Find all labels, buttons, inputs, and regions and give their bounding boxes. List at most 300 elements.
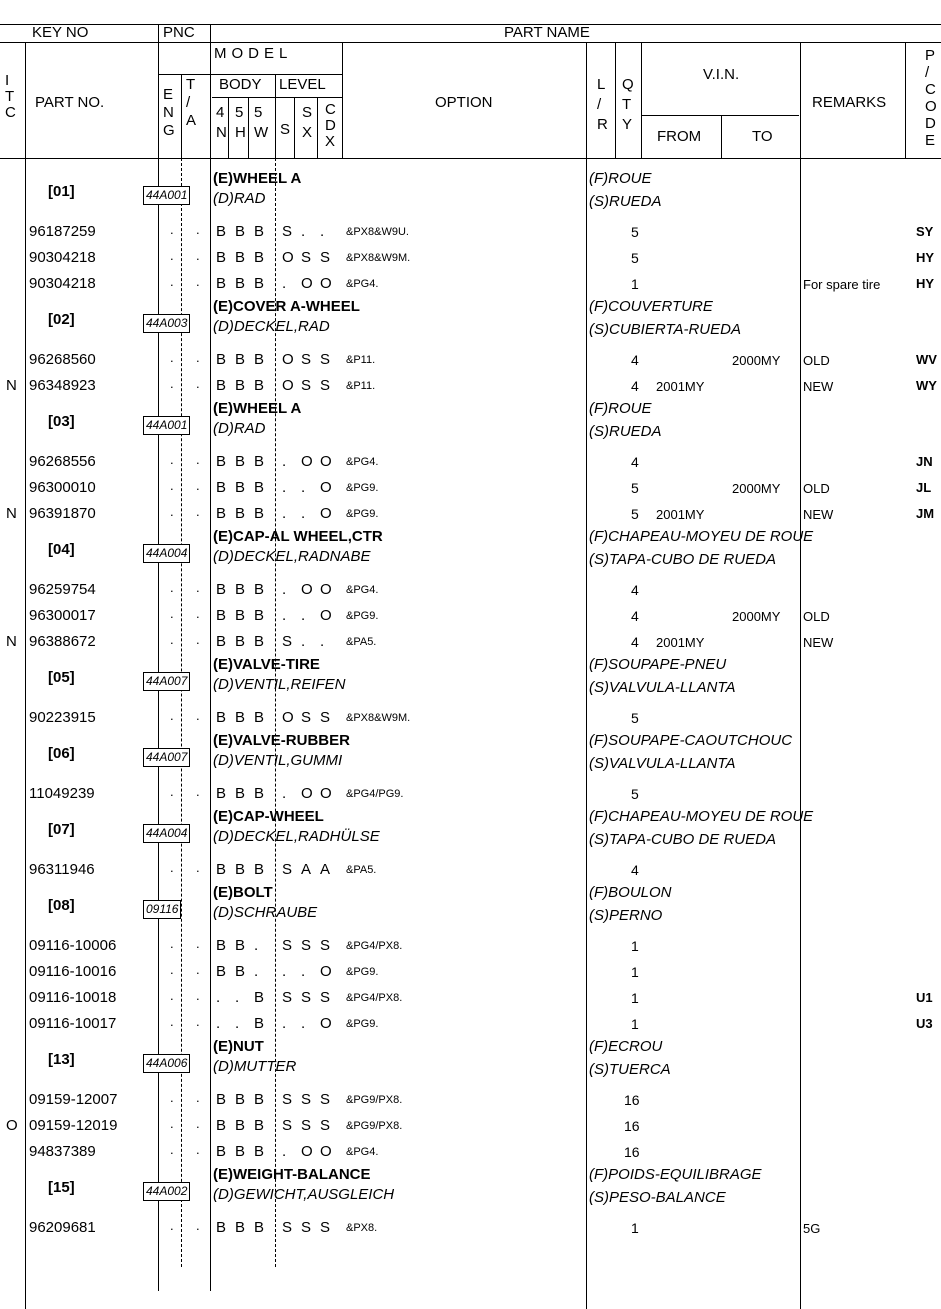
level-fitment: . <box>320 633 325 650</box>
eng-dot: . <box>170 222 174 237</box>
part-name-header: PART NAME <box>504 24 590 41</box>
level-fitment: S <box>301 351 312 368</box>
part-number: 11049239 <box>29 785 95 802</box>
level-fitment: S <box>301 989 312 1006</box>
body-fitment: B <box>235 351 246 368</box>
level-fitment: O <box>320 1015 332 1032</box>
part-number: 96348923 <box>29 377 96 394</box>
p-code: SY <box>916 224 934 239</box>
part-name-english: (E)NUT <box>213 1038 264 1055</box>
vin-from: 2001MY <box>656 635 705 650</box>
option-code: &PG9/PX8. <box>346 1094 403 1106</box>
body-fitment: B <box>235 223 246 240</box>
quantity: 4 <box>631 862 639 878</box>
level-fitment: . <box>301 607 306 624</box>
body-fitment: B <box>216 607 227 624</box>
body-fitment: B <box>216 351 227 368</box>
eng-dot: . <box>170 274 174 289</box>
lr-header: / <box>597 96 602 113</box>
level-fitment: S <box>282 223 293 240</box>
part-number: 09159-12019 <box>29 1117 118 1134</box>
pnc-header: PNC <box>163 24 195 41</box>
part-number: 09116-10016 <box>29 963 117 980</box>
p-code: WV <box>916 352 937 367</box>
quantity: 5 <box>631 506 639 522</box>
body-fitment: B <box>216 1091 227 1108</box>
ta-dot: . <box>196 478 200 493</box>
option-code: &PG4. <box>346 278 379 290</box>
part-number: 90223915 <box>29 709 96 726</box>
option-code: &PG4/PX8. <box>346 992 403 1004</box>
sub-column-rule <box>181 74 182 158</box>
level-cdx-header: X <box>325 133 336 150</box>
body-fitment: B <box>254 581 265 598</box>
body-fitment: B <box>235 785 246 802</box>
part-name-english: (E)COVER A-WHEEL <box>213 298 360 315</box>
level-fitment: . <box>282 453 287 470</box>
body-fitment: B <box>235 275 246 292</box>
part-name-german: (D)VENTIL,REIFEN <box>213 676 346 693</box>
pcode-header: / <box>925 64 930 81</box>
ta-dot: . <box>196 222 200 237</box>
body-col-header: H <box>235 124 246 141</box>
part-number: 96300017 <box>29 607 96 624</box>
part-number: 96311946 <box>29 861 95 878</box>
lr-header: R <box>597 116 608 133</box>
part-name-german: (D)GEWICHT,AUSGLEICH <box>213 1186 395 1203</box>
eng-header: N <box>163 104 174 121</box>
remarks: NEW <box>803 635 834 650</box>
option-code: &PG4. <box>346 1146 379 1158</box>
ta-header: A <box>186 112 197 129</box>
body-fitment: B <box>235 1219 246 1236</box>
level-fitment: . <box>282 785 287 802</box>
itc-flag: O <box>6 1117 18 1134</box>
level-fitment: . <box>301 505 306 522</box>
pcode-header: O <box>925 98 937 115</box>
column-rule <box>615 42 616 158</box>
column-rule <box>158 24 159 1291</box>
body-fitment: B <box>254 275 265 292</box>
part-number: 09159-12007 <box>29 1091 118 1108</box>
body-fitment: B <box>235 1117 246 1134</box>
eng-dot: . <box>170 376 174 391</box>
part-name-spanish: (S)RUEDA <box>589 193 662 210</box>
body-fitment: B <box>254 861 265 878</box>
qty-header: Q <box>622 76 634 93</box>
option-code: &PG9. <box>346 610 379 622</box>
pnc-code-box: 44A001 <box>143 186 190 205</box>
pnc-code-box: 44A007 <box>143 748 190 767</box>
level-fitment: A <box>320 861 331 878</box>
body-fitment: . <box>254 937 259 954</box>
ta-dot: . <box>196 376 200 391</box>
part-name-spanish: (S)RUEDA <box>589 423 662 440</box>
body-fitment: B <box>235 1143 246 1160</box>
level-fitment: S <box>320 1219 331 1236</box>
part-name-french: (F)SOUPAPE-PNEU <box>589 656 727 673</box>
body-fitment: B <box>216 1117 227 1134</box>
part-number: 96391870 <box>29 505 96 522</box>
level-fitment: . <box>301 479 306 496</box>
eng-dot: . <box>170 478 174 493</box>
body-col-header: W <box>254 124 269 141</box>
eng-dot: . <box>170 606 174 621</box>
body-fitment: B <box>216 633 227 650</box>
eng-dot: . <box>170 962 174 977</box>
body-fitment: . <box>235 1015 240 1032</box>
body-fitment: B <box>254 709 265 726</box>
column-rule <box>905 42 906 158</box>
sub-column-rule <box>248 97 249 158</box>
quantity: 4 <box>631 352 639 368</box>
pcode-header: D <box>925 115 936 132</box>
level-fitment: O <box>301 581 313 598</box>
level-sx-header: S <box>302 104 313 121</box>
remarks: For spare tire <box>803 277 881 292</box>
p-code: JM <box>916 506 935 521</box>
part-name-german: (D)SCHRAUBE <box>213 904 318 921</box>
part-name-german: (D)DECKEL,RAD <box>213 318 330 335</box>
p-code: JN <box>916 454 933 469</box>
body-fitment: B <box>254 505 265 522</box>
part-name-french: (F)BOULON <box>589 884 672 901</box>
quantity: 1 <box>631 1016 639 1032</box>
level-fitment: O <box>320 785 332 802</box>
body-fitment: B <box>254 377 265 394</box>
level-fitment: . <box>282 607 287 624</box>
part-name-english: (E)CAP-WHEEL <box>213 808 324 825</box>
level-fitment: S <box>301 249 312 266</box>
body-fitment: B <box>254 1117 265 1134</box>
body-fitment: B <box>216 453 227 470</box>
pcode-header: C <box>925 81 936 98</box>
part-name-french: (F)ROUE <box>589 400 652 417</box>
level-fitment: O <box>282 377 294 394</box>
part-number: 96209681 <box>29 1219 96 1236</box>
body-fitment: B <box>235 377 246 394</box>
level-fitment: O <box>282 351 294 368</box>
remarks-header: REMARKS <box>812 94 887 111</box>
p-code: U3 <box>916 1016 933 1031</box>
part-name-spanish: (S)TUERCA <box>589 1061 671 1078</box>
option-code: &PG9. <box>346 1018 379 1030</box>
qty-header: T <box>622 96 632 113</box>
itc-header: T <box>5 88 15 105</box>
vin-from: 2001MY <box>656 379 705 394</box>
body-fitment: B <box>216 709 227 726</box>
level-fitment: . <box>282 479 287 496</box>
ta-header: T <box>186 76 196 93</box>
ta-dot: . <box>196 350 200 365</box>
column-rule <box>800 42 801 1309</box>
sub-column-rule <box>228 97 229 158</box>
level-s-header: S <box>280 121 291 138</box>
eng-header: G <box>163 122 175 139</box>
body-fitment: B <box>235 861 246 878</box>
level-fitment: O <box>320 505 332 522</box>
quantity: 4 <box>631 634 639 650</box>
level-fitment: . <box>282 581 287 598</box>
ta-dot: . <box>196 988 200 1003</box>
option-code: &PA5. <box>346 636 377 648</box>
option-code: &PG4/PX8. <box>346 940 403 952</box>
quantity: 5 <box>631 224 639 240</box>
body-fitment: B <box>216 223 227 240</box>
vin-from-header: FROM <box>657 128 702 145</box>
p-code: HY <box>916 276 935 291</box>
body-fitment: B <box>254 633 265 650</box>
part-name-french: (F)POIDS-EQUILIBRAGE <box>589 1166 762 1183</box>
option-code: &PG9/PX8. <box>346 1120 403 1132</box>
part-name-french: (F)ECROU <box>589 1038 663 1055</box>
body-fitment: B <box>254 1219 265 1236</box>
vin-to: 2000MY <box>732 353 781 368</box>
eng-dot: . <box>170 504 174 519</box>
quantity: 16 <box>624 1092 640 1108</box>
part-name-german: (D)RAD <box>213 420 266 437</box>
part-number: 90304218 <box>29 249 96 266</box>
body-fitment: . <box>216 989 221 1006</box>
level-fitment: S <box>320 1091 331 1108</box>
ta-dot: . <box>196 504 200 519</box>
ta-dot: . <box>196 452 200 467</box>
level-fitment: . <box>282 1015 287 1032</box>
group-key: [08] <box>48 897 75 914</box>
lr-header: L <box>597 76 606 93</box>
body-fitment: B <box>254 351 265 368</box>
part-name-english: (E)CAP-AL WHEEL,CTR <box>213 528 383 545</box>
eng-dot: . <box>170 1014 174 1029</box>
eng-dot: . <box>170 1218 174 1233</box>
level-fitment: . <box>301 633 306 650</box>
ta-dot: . <box>196 248 200 263</box>
level-fitment: S <box>282 1091 293 1108</box>
body-fitment: B <box>216 505 227 522</box>
body-fitment: B <box>235 453 246 470</box>
body-fitment: B <box>216 479 227 496</box>
vin-rule <box>641 115 799 116</box>
quantity: 1 <box>631 276 639 292</box>
quantity: 16 <box>624 1144 640 1160</box>
level-header: LEVEL <box>279 76 326 93</box>
pnc-code-box: 09116 <box>143 900 181 919</box>
remarks: OLD <box>803 353 830 368</box>
body-fitment: B <box>235 607 246 624</box>
pcode-header: E <box>925 132 936 149</box>
part-name-french: (F)ROUE <box>589 170 652 187</box>
itc-flag: N <box>6 377 17 394</box>
body-col-header: 5 <box>254 104 263 121</box>
level-fitment: . <box>282 1143 287 1160</box>
p-code: HY <box>916 250 935 265</box>
body-fitment: B <box>235 963 246 980</box>
eng-dot: . <box>170 784 174 799</box>
part-number: 96388672 <box>29 633 96 650</box>
quantity: 4 <box>631 582 639 598</box>
eng-header: E <box>163 86 174 103</box>
header-top-rule <box>0 24 941 25</box>
sub-column-rule <box>342 42 343 158</box>
body-fitment: B <box>216 275 227 292</box>
level-fitment: S <box>320 709 331 726</box>
eng-dot: . <box>170 1090 174 1105</box>
body-fitment: B <box>235 249 246 266</box>
body-fitment: B <box>254 1143 265 1160</box>
option-code: &PG9. <box>346 966 379 978</box>
part-name-german: (D)RAD <box>213 190 266 207</box>
pnc-code-box: 44A001 <box>143 416 190 435</box>
option-code: &PX8&W9U. <box>346 226 409 238</box>
quantity: 5 <box>631 786 639 802</box>
body-fitment: B <box>254 607 265 624</box>
level-fitment: O <box>320 1143 332 1160</box>
body-fitment: B <box>235 1091 246 1108</box>
vin-to: 2000MY <box>732 481 781 496</box>
body-fitment: B <box>254 785 265 802</box>
body-fitment: B <box>216 861 227 878</box>
quantity: 5 <box>631 480 639 496</box>
itc-header: C <box>5 104 16 121</box>
eng-dot: . <box>170 860 174 875</box>
level-fitment: S <box>301 1219 312 1236</box>
quantity: 1 <box>631 964 639 980</box>
part-name-german: (D)MUTTER <box>213 1058 297 1075</box>
part-name-english: (E)BOLT <box>213 884 273 901</box>
level-fitment: O <box>320 607 332 624</box>
ta-dot: . <box>196 274 200 289</box>
group-key: [03] <box>48 413 75 430</box>
quantity: 4 <box>631 454 639 470</box>
part-name-spanish: (S)TAPA-CUBO DE RUEDA <box>589 551 776 568</box>
part-number: 96259754 <box>29 581 96 598</box>
part-name-english: (E)VALVE-RUBBER <box>213 732 350 749</box>
option-code: &PG4. <box>346 456 379 468</box>
body-fitment: B <box>254 223 265 240</box>
level-fitment: . <box>320 223 325 240</box>
body-fitment: B <box>216 937 227 954</box>
qty-header: Y <box>622 116 633 133</box>
level-fitment: S <box>320 351 331 368</box>
itc-flag: N <box>6 633 17 650</box>
quantity: 5 <box>631 250 639 266</box>
option-code: &PX8&W9M. <box>346 252 411 264</box>
pnc-code-box: 44A007 <box>143 672 190 691</box>
eng-dot: . <box>170 708 174 723</box>
level-fitment: S <box>320 937 331 954</box>
body-fitment: B <box>216 581 227 598</box>
eng-dot: . <box>170 580 174 595</box>
body-header: BODY <box>219 76 262 93</box>
ta-dot: . <box>196 1218 200 1233</box>
body-fitment: B <box>216 963 227 980</box>
body-rule <box>212 97 342 98</box>
eng-dot: . <box>170 1116 174 1131</box>
remarks: NEW <box>803 379 834 394</box>
part-name-english: (E)WHEEL A <box>213 170 302 187</box>
part-number: 96268560 <box>29 351 96 368</box>
body-col-header: 5 <box>235 104 244 121</box>
p-code: WY <box>916 378 937 393</box>
level-fitment: S <box>301 377 312 394</box>
eng-dot: . <box>170 452 174 467</box>
pnc-code-box: 44A004 <box>143 824 190 843</box>
quantity: 16 <box>624 1118 640 1134</box>
sub-column-rule <box>294 97 295 158</box>
part-name-spanish: (S)TAPA-CUBO DE RUEDA <box>589 831 776 848</box>
option-code: &PG9. <box>346 508 379 520</box>
group-key: [02] <box>48 311 75 328</box>
level-fitment: S <box>301 709 312 726</box>
level-fitment: O <box>282 709 294 726</box>
key-no-header: KEY NO <box>32 24 89 41</box>
p-code: U1 <box>916 990 933 1005</box>
level-fitment: S <box>301 937 312 954</box>
vin-from: 2001MY <box>656 507 705 522</box>
body-fitment: B <box>254 1015 265 1032</box>
body-fitment: B <box>235 479 246 496</box>
column-rule <box>25 42 26 1309</box>
level-sx-header: X <box>302 124 313 141</box>
group-key: [13] <box>48 1051 75 1068</box>
level-fitment: . <box>282 275 287 292</box>
option-code: &PX8. <box>346 1222 378 1234</box>
part-number: 96187259 <box>29 223 96 240</box>
part-name-english: (E)WHEEL A <box>213 400 302 417</box>
level-fitment: . <box>301 1015 306 1032</box>
level-fitment: S <box>320 249 331 266</box>
level-fitment: O <box>320 453 332 470</box>
eng-dot: . <box>170 936 174 951</box>
sub-column-rule <box>275 74 276 158</box>
body-fitment: . <box>216 1015 221 1032</box>
remarks: 5G <box>803 1221 821 1236</box>
pnc-code-box: 44A003 <box>143 314 190 333</box>
body-fitment: B <box>216 1143 227 1160</box>
level-fitment: S <box>320 1117 331 1134</box>
body-col-header: 4 <box>216 104 225 121</box>
body-fitment: B <box>216 1219 227 1236</box>
quantity: 4 <box>631 378 639 394</box>
part-name-german: (D)VENTIL,GUMMI <box>213 752 343 769</box>
column-rule <box>210 24 211 1291</box>
group-key: [15] <box>48 1179 75 1196</box>
body-fitment: B <box>216 249 227 266</box>
level-fitment: O <box>301 275 313 292</box>
eng-dot: . <box>170 248 174 263</box>
level-fitment: A <box>301 861 312 878</box>
level-fitment: . <box>301 223 306 240</box>
ta-dot: . <box>196 1014 200 1029</box>
quantity: 1 <box>631 990 639 1006</box>
column-rule <box>641 42 642 158</box>
level-fitment: O <box>301 453 313 470</box>
group-key: [06] <box>48 745 75 762</box>
part-name-spanish: (S)PERNO <box>589 907 663 924</box>
level-fitment: O <box>301 785 313 802</box>
ta-dot: . <box>196 632 200 647</box>
eng-dot: . <box>170 1142 174 1157</box>
ta-dot: . <box>196 936 200 951</box>
sub-column-rule <box>317 97 318 158</box>
part-number: 90304218 <box>29 275 96 292</box>
model-header: MODEL <box>214 45 293 62</box>
quantity: 1 <box>631 938 639 954</box>
option-code: &PX8&W9M. <box>346 712 411 724</box>
level-fitment: O <box>320 581 332 598</box>
body-col-header: N <box>216 124 227 141</box>
vin-header: V.I.N. <box>703 66 740 83</box>
